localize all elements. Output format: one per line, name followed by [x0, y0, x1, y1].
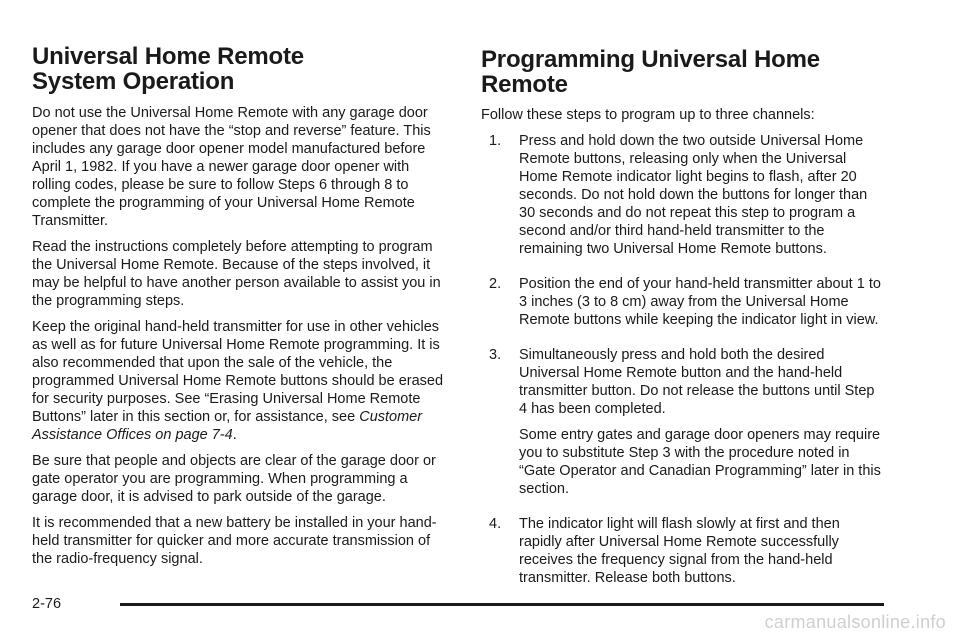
step-item — [481, 275, 881, 337]
paragraph-end-period: . — [232, 427, 237, 443]
step-number: 4. — [489, 516, 502, 532]
title-line-2: System Operation — [32, 68, 235, 95]
paragraph-read-instructions: Read the instructions completely before attempting to program the Universal Home Remote. Because of the steps involved, it may be helpful to have another person available to assist you in the programming steps. — [32, 239, 441, 309]
section-title-system-operation — [32, 44, 450, 94]
paragraph-battery: It is recommended that a new battery be installed in your hand-held transmitter for quicker and more accurate transmission of the radio-frequency signal. — [32, 515, 437, 567]
step-item — [481, 515, 881, 595]
watermark: carmanualsonline.info — [764, 612, 946, 632]
section-title-programming: Programming Universal Home Remote — [481, 46, 820, 98]
step-text: The indicator light will flash slowly at first and then rapidly after Universal Home Remote successfully receives the frequency signal from the hand-held transmitter. Release both buttons. — [519, 516, 840, 586]
step-text: Press and hold down the two outside Universal Home Remote buttons, releasing only when the Universal Home Remote indicator light begins to flash, after 20 seconds. Do not hold down the buttons for longer than 30 seconds and do not repeat this step to program a second and/or third hand-held transmitter to the remaining two Universal Home Remote buttons. — [519, 133, 868, 257]
step-number: 3. — [489, 347, 502, 363]
paragraph-warning: Do not use the Universal Home Remote with any garage door opener that does not have the “stop and reverse” feature. This includes any garage door opener model manufactured before April 1, 1982. If you have a newer garage door opener with rolling codes, please be sure to follow Steps 6 through 8 to complete the programming of your Universal Home Remote Transmitter. — [32, 105, 431, 229]
step-note: Some entry gates and garage door openers may require you to substitute Step 3 with the procedure noted in “Gate Operator and Canadian Programming” later in this section. — [519, 427, 881, 497]
right-column — [481, 44, 881, 604]
page-number: 2-76 — [32, 596, 62, 612]
title-line-1: Universal Home Remote — [32, 43, 304, 70]
footer-rule — [120, 603, 884, 606]
programming-intro: Follow these steps to program up to three channels: — [481, 107, 815, 123]
step-number: 2. — [489, 276, 502, 292]
paragraph-clear-area: Be sure that people and objects are clear of the garage door or gate operator you are programming. When programming a garage door, it is advised to park outside of the garage. — [32, 453, 436, 505]
paragraph-keep-transmitter — [32, 318, 450, 444]
left-column — [32, 44, 450, 576]
step-item — [481, 132, 881, 266]
customer-assistance-link[interactable]: Customer Assistance Offices on page 7-4 — [32, 409, 423, 443]
step-text: Simultaneously press and hold both the desired Universal Home Remote button and the hand-held transmitter button. Do not release the buttons until Step 4 has been completed. — [519, 347, 875, 417]
programming-steps — [481, 132, 881, 595]
step-item — [481, 346, 881, 506]
step-text: Position the end of your hand-held transmitter about 1 to 3 inches (3 to 8 cm) away from the Universal Home Remote buttons while keeping the indicator light in view. — [519, 276, 881, 328]
paragraph-keep-transmitter-text: Keep the original hand-held transmitter for use in other vehicles as well as for future Universal Home Remote programming. It is also recommended that upon the sale of the vehicle, the programmed Universal Home Remote buttons should be erased for security purposes. See “Erasing Universal Home Remote Buttons” later in this section or, for assistance, see — [32, 319, 444, 425]
step-number: 1. — [489, 133, 502, 149]
